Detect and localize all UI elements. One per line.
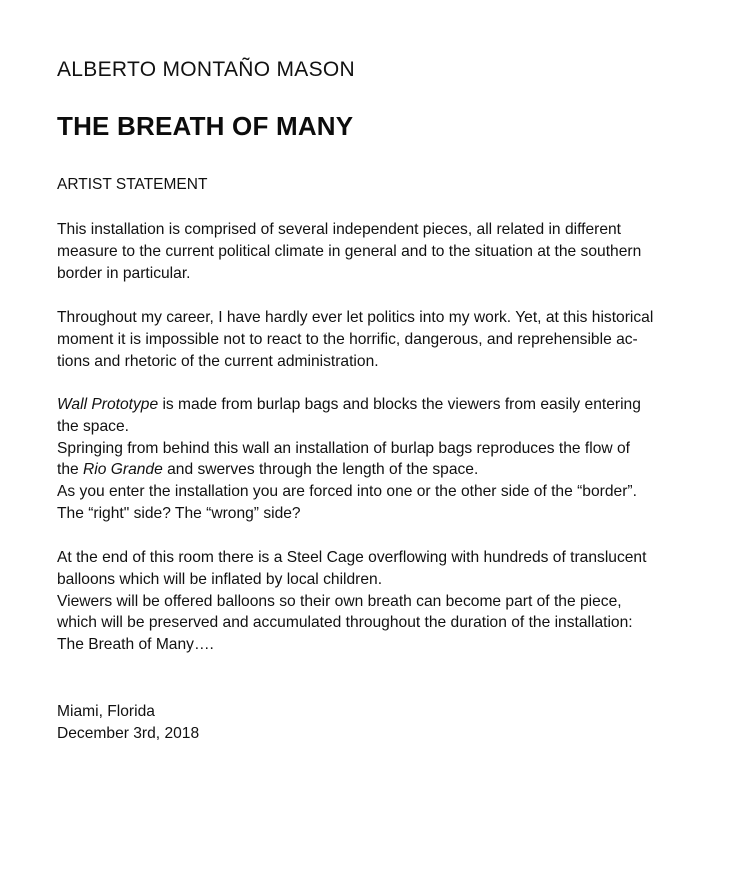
document-title: THE BREATH OF MANY: [57, 111, 354, 141]
paragraph-line: border in particular.: [57, 264, 191, 282]
line-text: the: [57, 461, 84, 479]
paragraph-intro: [57, 219, 697, 284]
paragraph-line: The “right" side? The “wrong” side?: [57, 504, 301, 522]
paragraph-line: Throughout my career, I have hardly ever let politics into my work. Yet, at this historical: [57, 309, 654, 326]
signoff-date: December 3rd, 2018: [57, 724, 200, 742]
paragraph-line: the space.: [57, 417, 129, 435]
paragraph-wall-prototype: [57, 394, 697, 525]
artwork-title-wall-prototype: Wall Prototype: [57, 396, 159, 413]
paragraph-line: which will be preserved and accumulated throughout the duration of the installation:: [57, 614, 633, 632]
paragraph-line: As you enter the installation you are forced into one or the other side of the “border”.: [57, 483, 637, 501]
paragraph-steel-cage: [57, 547, 697, 656]
paragraph-line: Springing from behind this wall an installation of burlap bags reproduces the flow of: [57, 439, 630, 457]
line-text: and swerves through the length of the space.: [162, 461, 479, 479]
paragraph-line: This installation is comprised of several independent pieces, all related in different: [57, 221, 622, 238]
paragraph-line: moment it is impossible not to react to the horrific, dangerous, and reprehensible ac-: [57, 330, 638, 348]
paragraph-line: The Breath of Many….: [57, 636, 214, 654]
line-text: is made from burlap bags and blocks the viewers from easily entering: [158, 396, 641, 413]
paragraph-line: measure to the current political climate in general and to the situation at the southern: [57, 242, 642, 260]
place-name-rio-grande: Rio Grande: [83, 461, 163, 479]
paragraph-line: At the end of this room there is a Steel Cage overflowing with hundreds of translucent: [57, 549, 647, 566]
paragraph-career: [57, 307, 697, 372]
paragraph-line: Viewers will be offered balloons so their own breath can become part of the piece,: [57, 592, 622, 610]
author-name: ALBERTO MONTAÑO MASON: [57, 58, 356, 81]
paragraph-line: tions and rhetoric of the current administration.: [57, 352, 379, 370]
signoff-place: Miami, Florida: [57, 703, 155, 720]
paragraph-line: [57, 459, 697, 481]
paragraph-line: [57, 394, 697, 416]
section-label: ARTIST STATEMENT: [57, 176, 208, 193]
signoff: [57, 701, 697, 745]
paragraph-line: balloons which will be inflated by local children.: [57, 570, 383, 588]
